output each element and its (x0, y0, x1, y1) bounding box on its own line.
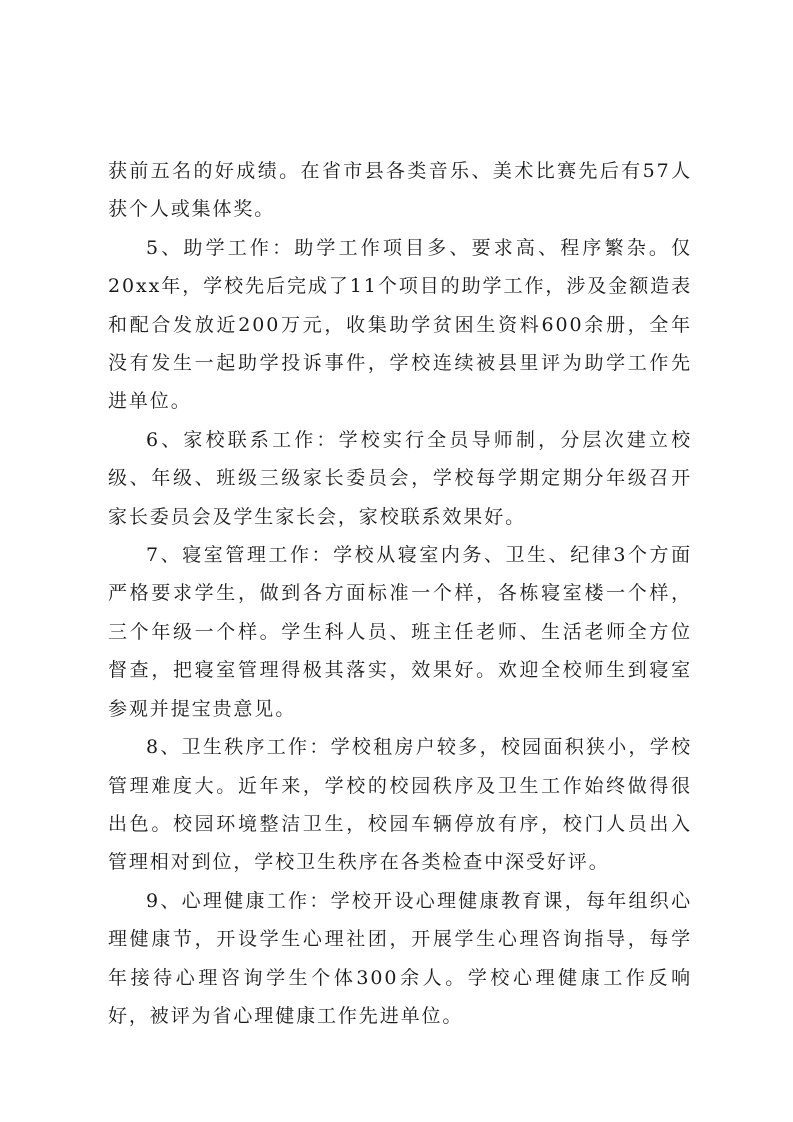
paragraph-continuation: 获前五名的好成绩。在省市县各类音乐、美术比赛先后有57人获个人或集体奖。 (108, 160, 692, 221)
paragraph-mental-health: 9、心理健康工作：学校开设心理健康教育课，每年组织心理健康节，开设学生心理社团，开展学生心理咨询指导，每学年接待心理咨询学生个体300余人。学校心理健康工作反响好，被评为省心理健康工作先进单位。 (108, 889, 692, 1027)
document-body (108, 152, 692, 1035)
paragraph-student-aid: 5、助学工作：助学工作项目多、要求高、程序繁杂。仅20xx年，学校先后完成了11个项目的助学工作，涉及金额造表和配合发放近200万元，收集助学贫困生资料600余册，全年没有发生一起助学投诉事件，学校连续被县里评为助学工作先进单位。 (108, 236, 692, 413)
paragraph-dormitory: 7、寝室管理工作：学校从寝室内务、卫生、纪律3个方面严格要求学生，做到各方面标准一个样，各栋寝室楼一个样，三个年级一个样。学生科人员、班主任老师、生活老师全方位督查，把寝室管理得极其落实，效果好。欢迎全校师生到寝室参观并提宝贵意见。 (108, 544, 692, 720)
paragraph-home-school: 6、家校联系工作：学校实行全员导师制，分层次建立校级、年级、班级三级家长委员会，学校每学期定期分年级召开家长委员会及学生家长会，家校联系效果好。 (108, 428, 692, 528)
paragraph-hygiene-order: 8、卫生秩序工作：学校租房户较多，校园面积狭小，学校管理难度大。近年来，学校的校园秩序及卫生工作始终做得很出色。校园环境整洁卫生，校园车辆停放有序，校门人员出入管理相对到位，学校卫生秩序在各类检查中深受好评。 (108, 736, 692, 874)
